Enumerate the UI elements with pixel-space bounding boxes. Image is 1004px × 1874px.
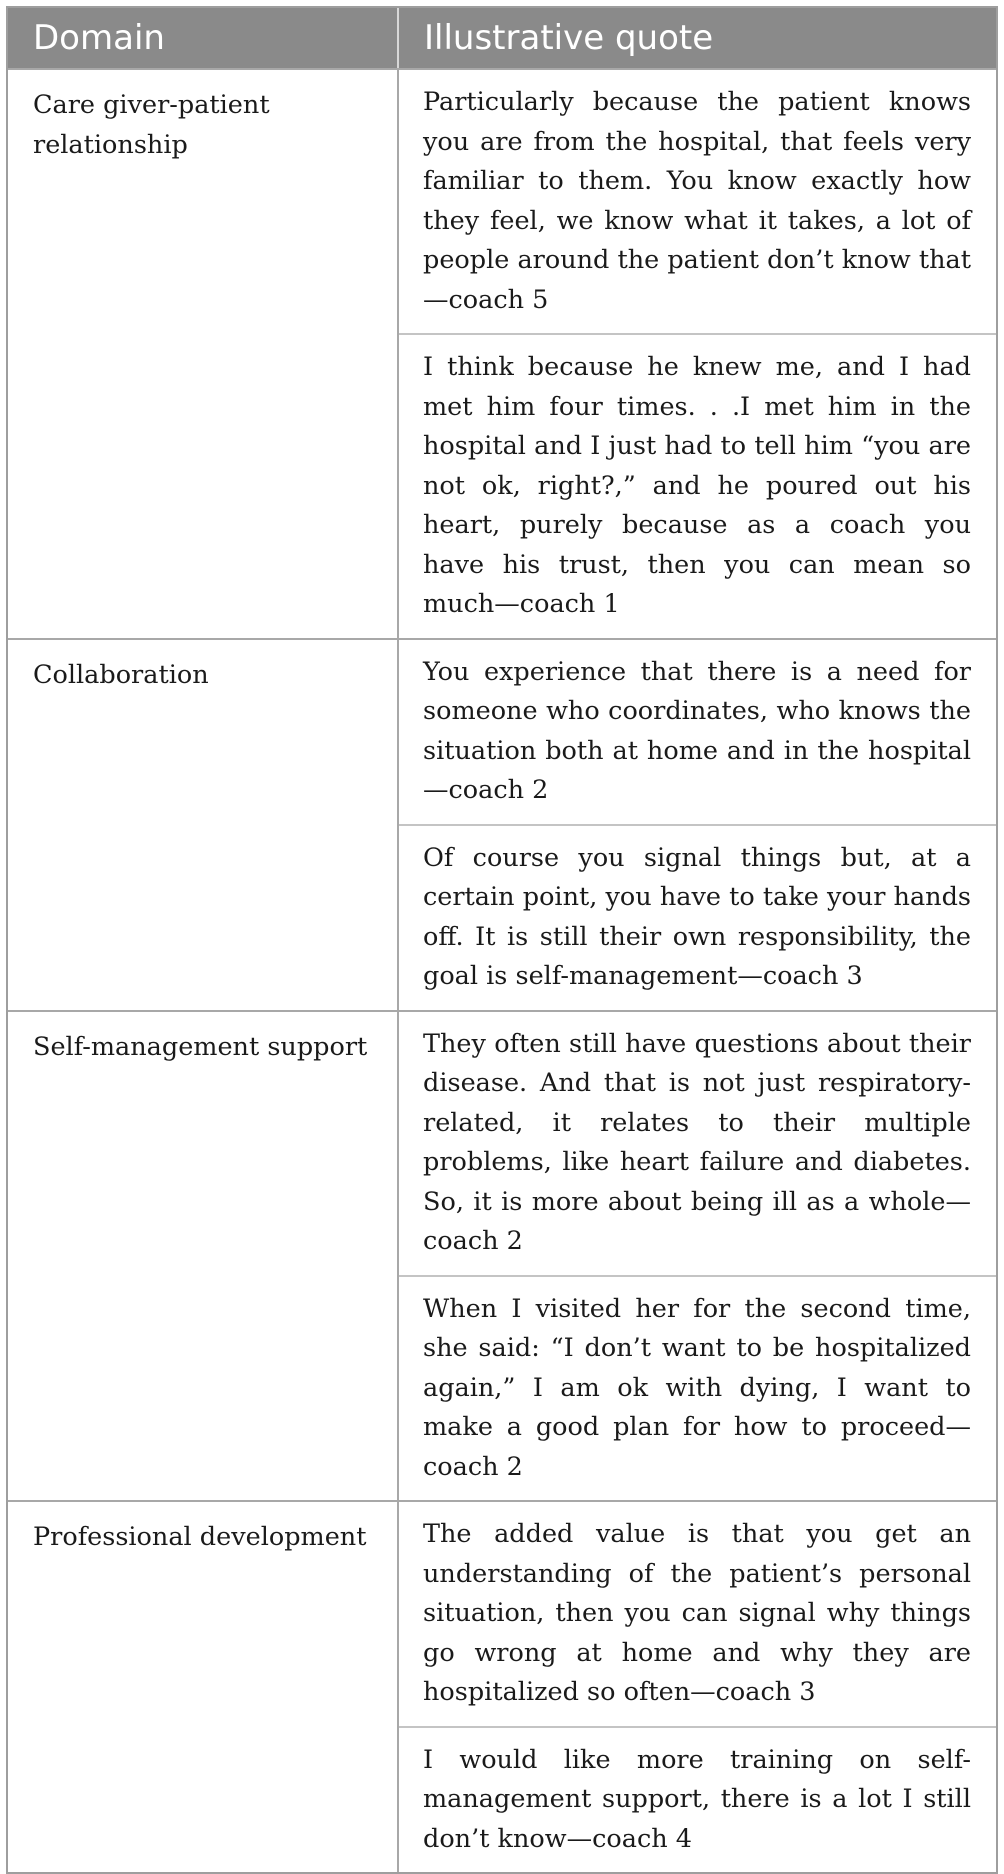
quote-cell: They often still have questions about their disease. And that is not just respiratory-related, it relates to their multiple problems, like heart failure and diabetes. So, it is more about being ill as a whole—coach 2 (423, 1028, 971, 1256)
table-row-group (8, 1500, 996, 1872)
table-row-group (8, 638, 996, 1010)
header-illustrative-quote: Illustrative quote (424, 18, 714, 58)
quotes-column (399, 1012, 996, 1501)
quote-cell: I think because he knew me, and I had met him four times. . .I met him in the hospital and I just had to tell him “you are not ok, right?,” and he poured out his heart, purely because as a coach you have his trust, then you can mean so much—coach 1 (399, 333, 996, 638)
quote-cell: Of course you signal things but, at a certain point, you have to take your hands off. It is still their own responsibility, the goal is self-management—coach 3 (399, 824, 996, 1010)
header-domain: Domain (8, 8, 399, 68)
quote-cell: The added value is that you get an understanding of the patient’s personal situation, then you can signal why things go wrong at home and why they are hospitalized so often—coach 3 (423, 1519, 971, 1707)
quote-cell: You experience that there is a need for someone who coordinates, who knows the situation both at home and in the hospital—coach 2 (423, 656, 971, 805)
domain-cell: Care giver-patient relationship (8, 70, 399, 638)
quote-cell: I would like more training on self-management support, there is a lot I still don’t know—coach 4 (399, 1726, 996, 1873)
quote-cell: When I visited her for the second time, she said: “I don’t want to be hospitalized again,” I am ok with dying, I want to make a good plan for how to proceed—coach 2 (399, 1275, 996, 1501)
domain-cell: Self-management support (8, 1012, 399, 1501)
quotes-table (6, 6, 998, 1874)
quote-cell: Particularly because the patient knows you are from the hospital, that feels very familiar to them. You know exactly how they feel, we know what it takes, a lot of people around the patient don’t know that—coach 5 (423, 87, 971, 315)
quotes-column (399, 1502, 996, 1872)
table-header (8, 8, 996, 68)
table-row-group (8, 68, 996, 638)
quotes-column (399, 70, 996, 638)
domain-cell: Collaboration (8, 640, 399, 1010)
domain-cell: Professional development (8, 1502, 399, 1872)
table-row-group (8, 1010, 996, 1501)
quotes-column (399, 640, 996, 1010)
